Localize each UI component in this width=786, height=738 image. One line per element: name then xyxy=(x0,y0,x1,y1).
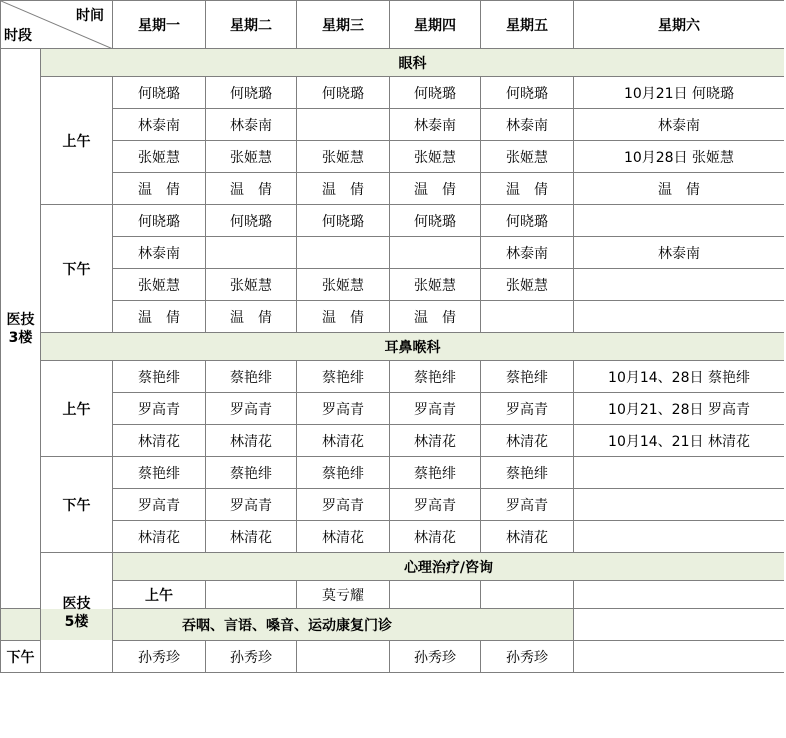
eye-am-wed-cell: 张姬慧 xyxy=(297,141,390,173)
ent-am-tue-cell: 林清花 xyxy=(206,425,297,457)
eye-am-thu-cell: 林泰南 xyxy=(390,109,481,141)
eye-pm-wed-cell: 张姬慧 xyxy=(297,269,390,301)
eye-pm-thu-cell: 温 倩 xyxy=(390,301,481,333)
section-rehab: 吞咽、言语、嗓音、运动康复门诊 xyxy=(1,609,574,641)
eye-pm-mon-cell: 温 倩 xyxy=(113,301,206,333)
ent-am-tue-cell: 罗高青 xyxy=(206,393,297,425)
eye-am-wed-cell: 温 倩 xyxy=(297,173,390,205)
ent-am-fri-cell: 林清花 xyxy=(481,425,574,457)
eye-pm-sat-cell xyxy=(574,301,785,333)
ent-pm-thu-cell: 林清花 xyxy=(390,521,481,553)
eye-am-sat-cell: 林泰南 xyxy=(574,109,785,141)
eye-am-tue-cell: 何晓璐 xyxy=(206,77,297,109)
ent-am-sat-cell: 10月21、28日 罗高青 xyxy=(574,393,785,425)
ent-pm-period: 下午 xyxy=(41,457,113,553)
rehab-pm-tue-cell: 孙秀珍 xyxy=(206,641,297,673)
ent-am-wed-cell: 林清花 xyxy=(297,425,390,457)
building-3-label xyxy=(1,49,41,609)
psych-am-wed-cell xyxy=(390,581,481,609)
eye-pm-mon-cell: 张姬慧 xyxy=(113,269,206,301)
eye-am-thu-cell: 温 倩 xyxy=(390,173,481,205)
eye-pm-fri-cell: 张姬慧 xyxy=(481,269,574,301)
ent-pm-wed-cell: 罗高青 xyxy=(297,489,390,521)
ent-am-sat-cell: 10月14、21日 林清花 xyxy=(574,425,785,457)
header-sat: 星期六 xyxy=(574,1,785,49)
eye-pm-thu-cell xyxy=(390,237,481,269)
ent-pm-wed-cell: 林清花 xyxy=(297,521,390,553)
ent-pm-tue-cell: 林清花 xyxy=(206,521,297,553)
header-thu: 星期四 xyxy=(390,1,481,49)
eye-pm-wed-cell: 何晓璐 xyxy=(297,205,390,237)
eye-pm-tue-cell: 何晓璐 xyxy=(206,205,297,237)
section-psych: 心理治疗/咨询 xyxy=(113,553,785,581)
eye-am-fri-cell: 张姬慧 xyxy=(481,141,574,173)
header-tue: 星期二 xyxy=(206,1,297,49)
ent-am-tue-cell: 蔡艳绯 xyxy=(206,361,297,393)
ent-pm-tue-cell: 罗高青 xyxy=(206,489,297,521)
ent-am-sat-cell: 10月14、28日 蔡艳绯 xyxy=(574,361,785,393)
eye-pm-mon-cell: 林泰南 xyxy=(113,237,206,269)
eye-pm-sat-cell xyxy=(574,269,785,301)
corner-time-label: 时间 xyxy=(76,8,104,24)
eye-am-period: 上午 xyxy=(41,77,113,205)
ent-pm-thu-cell: 蔡艳绯 xyxy=(390,457,481,489)
ent-pm-fri-cell: 蔡艳绯 xyxy=(481,457,574,489)
psych-am-fri-cell xyxy=(574,581,785,609)
building-5-text: 医技 5楼 xyxy=(62,595,91,630)
ent-am-thu-cell: 林清花 xyxy=(390,425,481,457)
eye-am-fri-cell: 何晓璐 xyxy=(481,77,574,109)
eye-am-thu-cell: 张姬慧 xyxy=(390,141,481,173)
eye-pm-thu-cell: 张姬慧 xyxy=(390,269,481,301)
eye-pm-mon-cell: 何晓璐 xyxy=(113,205,206,237)
ent-pm-mon-cell: 罗高青 xyxy=(113,489,206,521)
corner-header-cell xyxy=(1,1,113,49)
ent-am-period: 上午 xyxy=(41,361,113,457)
rehab-pm-mon-cell: 孙秀珍 xyxy=(113,641,206,673)
eye-am-thu-cell: 何晓璐 xyxy=(390,77,481,109)
ent-pm-sat-cell xyxy=(574,521,785,553)
eye-pm-wed-cell xyxy=(297,237,390,269)
building-3-text: 医技 3楼 xyxy=(6,311,35,346)
section-eye: 眼科 xyxy=(41,49,785,77)
rehab-pm-fri-cell: 孙秀珍 xyxy=(481,641,574,673)
ent-pm-tue-cell: 蔡艳绯 xyxy=(206,457,297,489)
eye-pm-tue-cell: 温 倩 xyxy=(206,301,297,333)
eye-am-fri-cell: 林泰南 xyxy=(481,109,574,141)
eye-am-tue-cell: 张姬慧 xyxy=(206,141,297,173)
eye-pm-fri-cell: 林泰南 xyxy=(481,237,574,269)
psych-am-tue-cell: 莫亏耀 xyxy=(297,581,390,609)
eye-am-mon-cell: 温 倩 xyxy=(113,173,206,205)
eye-pm-sat-cell xyxy=(574,205,785,237)
ent-am-mon-cell: 林清花 xyxy=(113,425,206,457)
ent-am-mon-cell: 罗高青 xyxy=(113,393,206,425)
eye-am-wed-cell xyxy=(297,109,390,141)
ent-pm-fri-cell: 罗高青 xyxy=(481,489,574,521)
ent-am-fri-cell: 蔡艳绯 xyxy=(481,361,574,393)
rehab-pm-wed-cell xyxy=(297,641,390,673)
header-mon: 星期一 xyxy=(113,1,206,49)
eye-pm-thu-cell: 何晓璐 xyxy=(390,205,481,237)
eye-am-fri-cell: 温 倩 xyxy=(481,173,574,205)
ent-am-fri-cell: 罗高青 xyxy=(481,393,574,425)
ent-pm-mon-cell: 蔡艳绯 xyxy=(113,457,206,489)
eye-pm-tue-cell: 张姬慧 xyxy=(206,269,297,301)
ent-am-thu-cell: 蔡艳绯 xyxy=(390,361,481,393)
eye-pm-wed-cell: 温 倩 xyxy=(297,301,390,333)
eye-pm-tue-cell xyxy=(206,237,297,269)
eye-pm-fri-cell xyxy=(481,301,574,333)
ent-pm-wed-cell: 蔡艳绯 xyxy=(297,457,390,489)
ent-am-mon-cell: 蔡艳绯 xyxy=(113,361,206,393)
eye-am-sat-cell: 10月21日 何晓璐 xyxy=(574,77,785,109)
psych-am-mon-cell xyxy=(206,581,297,609)
header-wed: 星期三 xyxy=(297,1,390,49)
ent-pm-fri-cell: 林清花 xyxy=(481,521,574,553)
ent-am-wed-cell: 罗高青 xyxy=(297,393,390,425)
psych-am-thu-cell xyxy=(481,581,574,609)
eye-am-mon-cell: 何晓璐 xyxy=(113,77,206,109)
eye-am-sat-cell: 温 倩 xyxy=(574,173,785,205)
header-fri: 星期五 xyxy=(481,1,574,49)
eye-am-tue-cell: 林泰南 xyxy=(206,109,297,141)
section-ent: 耳鼻喉科 xyxy=(41,333,785,361)
ent-am-wed-cell: 蔡艳绯 xyxy=(297,361,390,393)
psych-am-period: 上午 xyxy=(113,581,206,609)
ent-pm-sat-cell xyxy=(574,457,785,489)
eye-am-mon-cell: 张姬慧 xyxy=(113,141,206,173)
ent-pm-thu-cell: 罗高青 xyxy=(390,489,481,521)
ent-pm-sat-cell xyxy=(574,489,785,521)
eye-pm-fri-cell: 何晓璐 xyxy=(481,205,574,237)
rehab-pm-thu-cell: 孙秀珍 xyxy=(390,641,481,673)
eye-pm-sat-cell: 林泰南 xyxy=(574,237,785,269)
eye-am-tue-cell: 温 倩 xyxy=(206,173,297,205)
eye-am-sat-cell: 10月28日 张姬慧 xyxy=(574,141,785,173)
eye-am-mon-cell: 林泰南 xyxy=(113,109,206,141)
eye-am-wed-cell: 何晓璐 xyxy=(297,77,390,109)
ent-am-thu-cell: 罗高青 xyxy=(390,393,481,425)
eye-pm-period: 下午 xyxy=(41,205,113,333)
corner-period-label: 时段 xyxy=(4,28,32,44)
ent-pm-mon-cell: 林清花 xyxy=(113,521,206,553)
rehab-pm-sat-cell xyxy=(574,641,785,673)
rehab-pm-period: 下午 xyxy=(1,641,41,673)
